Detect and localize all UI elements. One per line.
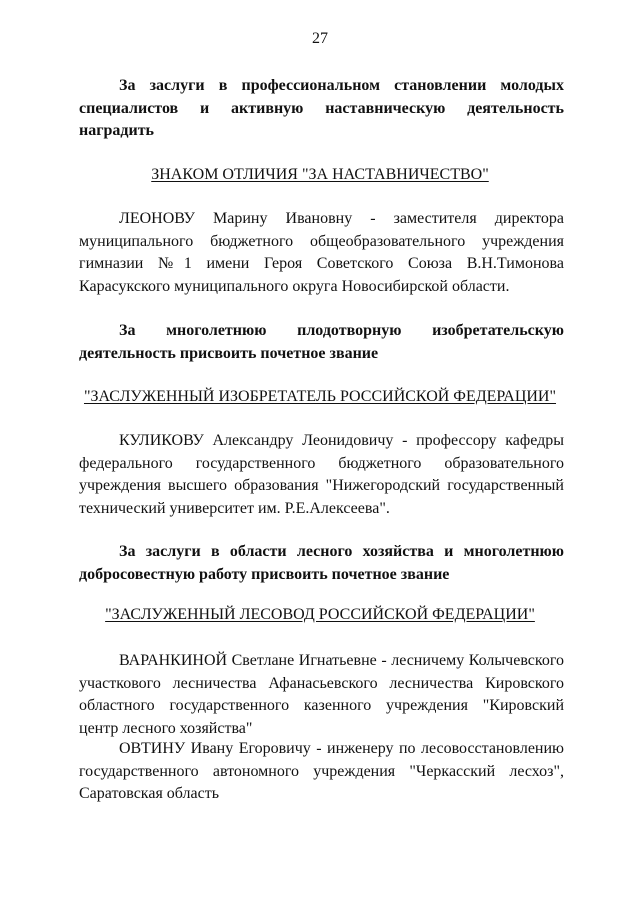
- section-2-heading-text: "ЗАСЛУЖЕННЫЙ ИЗОБРЕТАТЕЛЬ РОССИЙСКОЙ ФЕДЕРАЦИИ": [83, 388, 557, 405]
- section-3-heading-text: "ЗАСЛУЖЕННЫЙ ЛЕСОВОД РОССИЙСКОЙ ФЕДЕРАЦИИ": [105, 606, 535, 623]
- section-1-intro: За заслуги в профессиональном становлении молодых специалистов и активную наставническую деятельность наградить: [79, 77, 564, 139]
- page-number: 27: [312, 30, 328, 47]
- section-3-intro: За заслуги в области лесного хозяйства и многолетнюю добросовестную работу присвоить почетное звание: [79, 543, 564, 583]
- section-2-heading: [0, 387, 640, 407]
- section-3-entry-2: ОВТИНУ Ивану Егоровичу - инженеру по лесовосстановлению государственного автономного учреждения "Черкасский лесхоз", Саратовская область: [79, 740, 564, 802]
- section-2-entry-1: КУЛИКОВУ Александру Леонидовичу - профессору кафедры федерального государственного бюджетного образовательного учреждения высшего образования "Нижегородский государственный технический университет им. Р.Е.Алексеева".: [79, 432, 564, 517]
- section-1-heading-text: ЗНАКОМ ОТЛИЧИЯ "ЗА НАСТАВНИЧЕСТВО": [151, 166, 489, 183]
- section-1-entry-1: ЛЕОНОВУ Марину Ивановну - заместителя директора муниципального бюджетного общеобразовательного учреждения гимназии №1 имени Героя Советского Союза В.Н.Тимонова Карасукского муниципального округа Новосибирской области.: [79, 210, 564, 295]
- section-3-entry-1: ВАРАНКИНОЙ Светлане Игнатьевне - лесничему Колычевского участкового лесничества Афанасьевского лесничества Кировского областного государственного казенного учреждения "Кировский центр лесного хозяйства": [79, 652, 564, 737]
- section-3-heading: [0, 605, 640, 625]
- section-1-heading: [0, 165, 640, 185]
- section-2-intro: За многолетнюю плодотворную изобретательскую деятельность присвоить почетное звание: [79, 322, 564, 362]
